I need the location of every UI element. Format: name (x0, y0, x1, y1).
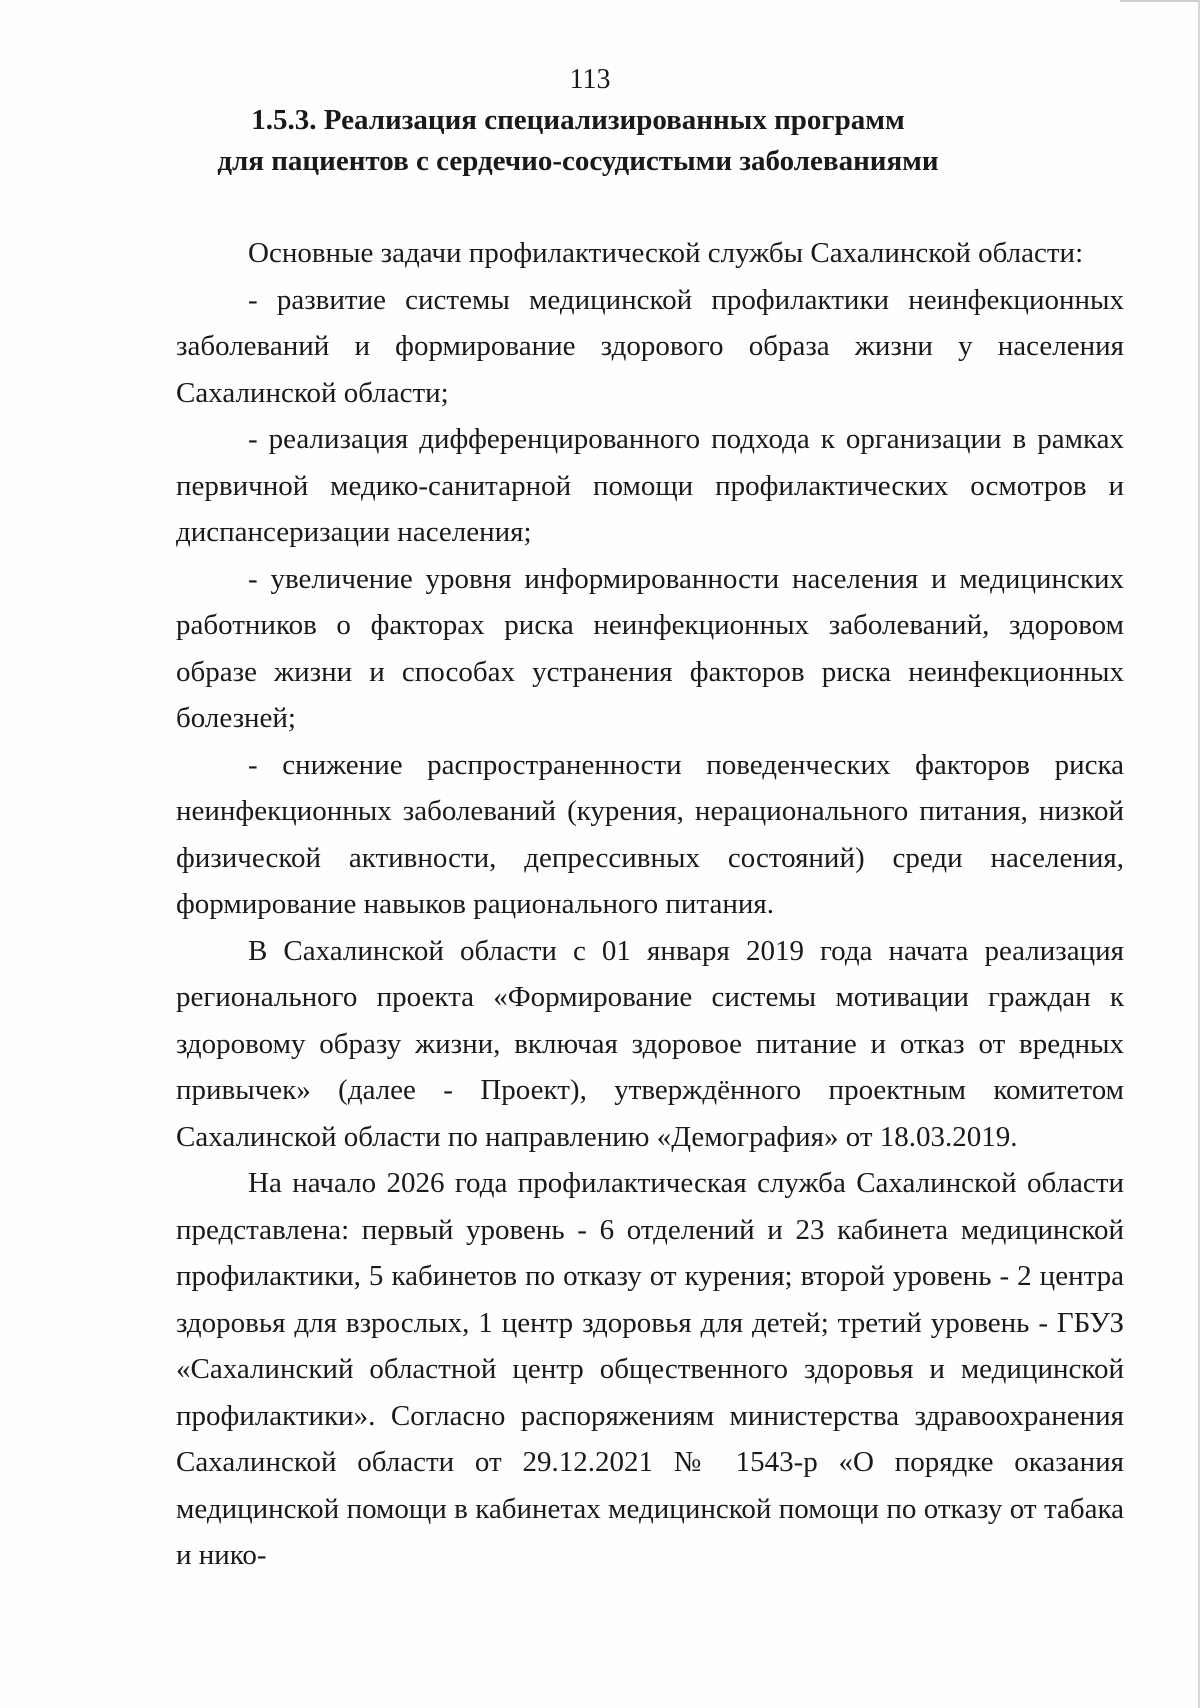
paragraph-task-1: - развитие системы медицинской профилактики неинфекционных заболеваний и формирование здорового образа жизни у населения Сахалинской области; (176, 283, 1124, 409)
page-corner-mark (1120, 0, 1200, 2)
section-heading-line-2: для пациентов с сердечио-сосудистыми заболеваниями (217, 145, 939, 177)
paragraph-task-3: - увеличение уровня информированности населения и медицинских работников о факторах риска неинфекционных заболеваний, здоровом образе жизни и способах устранения факторов риска неинфекционных болезней; (176, 562, 1124, 734)
paragraph-intro: Основные задачи профилактической службы Сахалинской области: (248, 237, 1084, 269)
paragraph-task-4: - снижение распространенности поведенческих факторов риска неинфекционных заболеваний (курения, нерационального питания, низкой физической активности, депрессивных состояний) среди населения, формирование навыков рационального питания. (176, 748, 1124, 920)
paragraph-project: В Сахалинской области с 01 января 2019 года начата реализация регионального проекта «Формирование системы мотивации граждан к здоровому образу жизни, включая здоровое питание и отказ от вредных привычек» (далее - Проект), утверждённого проектным комитетом Сахалинской области по направлению «Демография» от 18.03.2019. (176, 934, 1124, 1153)
paragraph-task-2: - реализация дифференцированного подхода к организации в рамках первичной медико-санитарной помощи профилактических осмотров и диспансеризации населения; (176, 423, 1124, 548)
page-number: 113 (569, 64, 611, 95)
section-heading (0, 100, 1178, 182)
body-text (176, 230, 1124, 1579)
paragraph-service-structure: На начало 2026 года профилактическая служба Сахалинской области представлена: первый уровень - 6 отделений и 23 кабинета медицинской профилактики, 5 кабинетов по отказу от курения; второй уровень - 2 центра здоровья для взрослых, 1 центр здоровья для детей; третий уровень - ГБУЗ «Сахалинский областной центр общественного здоровья и медицинской профилактики». Согласно распоряжениям министерства здравоохранения Сахалинской области от 29.12.2021 № 1543-р «О порядке оказания медицинской помощи в кабинетах медицинской помощи по отказу от табака и нико- (176, 1167, 1124, 1571)
section-heading-line-1: 1.5.3. Реализация специализированных программ (251, 104, 905, 136)
